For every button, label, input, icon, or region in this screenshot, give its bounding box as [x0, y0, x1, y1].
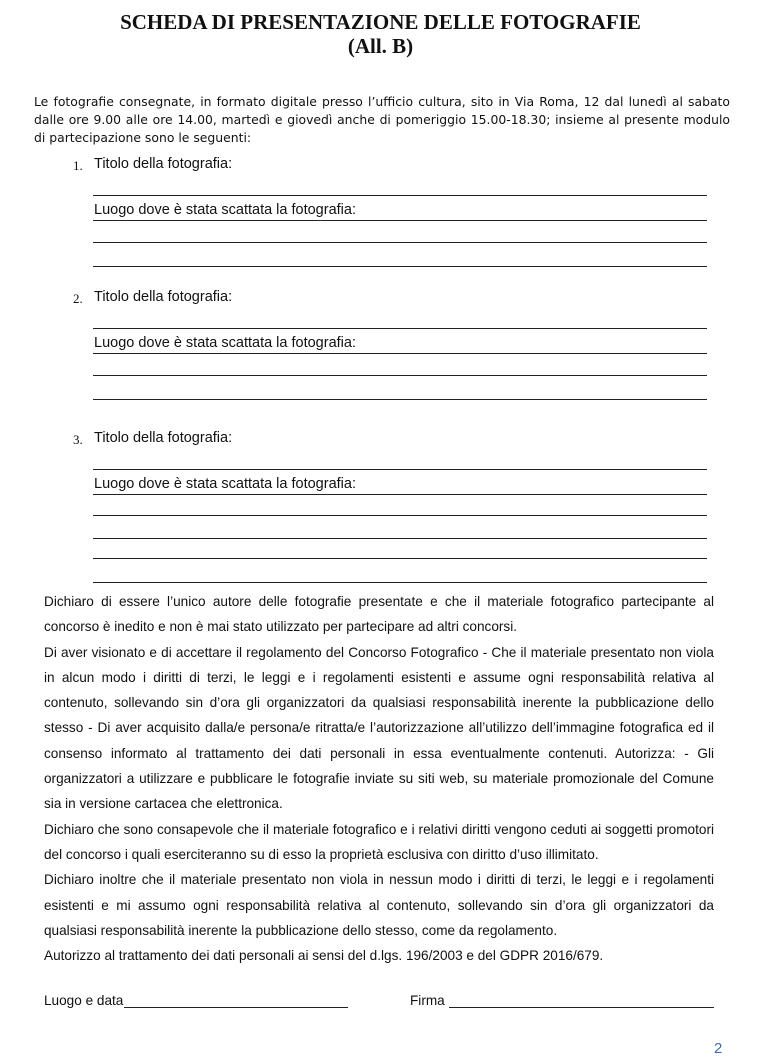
item-3-title-line[interactable] — [93, 469, 707, 470]
item-3-location-line[interactable] — [93, 494, 707, 495]
item-1-title-label: Titolo della fotografia: — [94, 156, 233, 172]
declaration-paragraph: Dichiaro di essere l’unico autore delle fotografie presentate e che il materiale fotografico partecipante al concorso è inedito e non è mai stato utilizzato per partecipare ad altri concorsi. — [44, 594, 714, 635]
item-1-extra-line[interactable] — [93, 266, 707, 267]
declaration-paragraph: Di aver visionato e di accettare il regolamento del Concorso Fotografico - Che il materiale presentato non viola in alcun modo i diritti di terzi, le leggi e i regolamenti esistenti e assume ogni responsabilità relativa al contenuto, sollevando sin d’ora gli organizzatori da qualsiasi responsabilità inerente la pubblicazione dello stesso - Di aver acquisito dalla/e persona/e ritratta/e l’autorizzazione all’utilizzo dell’immagine fotografica ed il consenso informato al trattamento dei dati personali in essa eventualmente contenuti. Autorizza: - Gli organizzatori a utilizzare e pubblicare le fotografie inviate su siti web, su materiale promozionale del Comune sia in versione cartacea che elettronica. — [44, 644, 714, 812]
item-1-number: 1. — [73, 158, 83, 173]
document-title: SCHEDA DI PRESENTAZIONE DELLE FOTOGRAFIE — [120, 10, 641, 34]
signature-line[interactable] — [449, 1007, 714, 1008]
item-3-number: 3. — [73, 432, 83, 447]
page-number: 2 — [714, 1040, 723, 1057]
place-date-line[interactable] — [124, 1007, 348, 1008]
document-subtitle: (All. B) — [347, 34, 414, 58]
declaration-paragraph: Autorizzo al trattamento dei dati personali ai sensi del d.lgs. 196/2003 e del GDPR 2016/679. — [44, 948, 604, 964]
declaration-paragraph: Dichiaro che sono consapevole che il materiale fotografico e i relativi diritti vengono ceduti ai soggetti promotori del concorso i quali eserciteranno su di esso la proprietà esclusiva con diritto d’uso illimitato. — [44, 821, 714, 862]
item-2-extra-line[interactable] — [93, 399, 707, 400]
declaration-paragraph: Dichiaro inoltre che il materiale presentato non viola in nessun modo i diritti di terzi, le leggi e i regolamenti esistenti e mi assumo ogni responsabilità relativa al contenuto, sollevando sin d’ora gli organizzatori da qualsiasi responsabilità inerente la pubblicazione dello stesso, come da regolamento. — [44, 872, 714, 938]
item-1-title-line[interactable] — [93, 195, 707, 196]
item-1-location-label: Luogo dove è stata scattata la fotografia: — [94, 202, 356, 218]
item-1-extra-line[interactable] — [93, 242, 707, 243]
item-3-extra-line[interactable] — [93, 515, 707, 516]
item-2-title-line[interactable] — [93, 328, 707, 329]
item-3-extra-line[interactable] — [93, 538, 707, 539]
place-date-label: Luogo e data — [44, 993, 124, 1008]
item-2-location-label: Luogo dove è stata scattata la fotografia: — [94, 335, 356, 351]
declarations-block — [44, 589, 714, 968]
intro-paragraph: Le fotografie consegnate, in formato digitale presso l’ufficio cultura, sito in Via Roma, 12 dal lunedì al sabato dalle ore 9.00 alle ore 14.00, martedì e giovedì anche di pomeriggio 15.00-18.30; insieme al presente modulo di partecipazione sono le seguenti: — [34, 94, 730, 145]
item-2-location-line[interactable] — [93, 353, 707, 354]
signature-label: Firma — [410, 993, 445, 1008]
item-3-location-label: Luogo dove è stata scattata la fotografia: — [94, 476, 356, 492]
item-1-location-line[interactable] — [93, 220, 707, 221]
item-2-number: 2. — [73, 291, 83, 306]
item-2-title-label: Titolo della fotografia: — [94, 289, 233, 305]
item-3-extra-line[interactable] — [93, 558, 707, 559]
item-3-title-label: Titolo della fotografia: — [94, 430, 233, 446]
item-3-extra-line[interactable] — [93, 582, 707, 583]
item-2-extra-line[interactable] — [93, 375, 707, 376]
